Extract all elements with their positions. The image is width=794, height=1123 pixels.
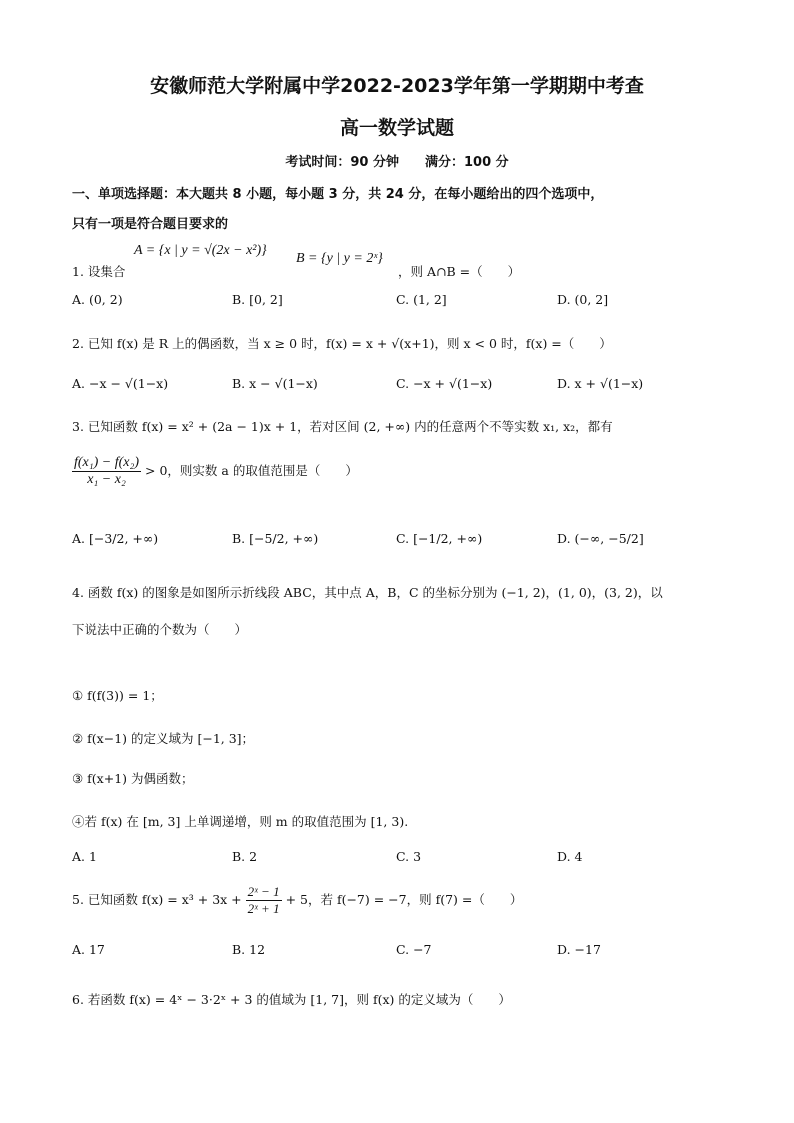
q5-fraction-denominator: 2ˣ + 1 (247, 901, 280, 916)
q3-option-b: B. [−5/2, +∞) (232, 531, 319, 546)
q2-stem: 2. 已知 f(x) 是 R 上的偶函数，当 x ≥ 0 时，f(x) = x + √(x+1)，则 x < 0 时，f(x) =（ ） (72, 336, 612, 351)
q5-option-a: A. 17 (72, 942, 105, 957)
q1-set-b: B = {y | y = 2ˣ} (296, 251, 383, 266)
q2-option-a: A. −x − √(1−x) (72, 376, 169, 391)
exam-info: 考试时间：90 分钟 满分：100 分 (285, 155, 509, 170)
q3-fraction-numerator: f(x₁) − f(x₂) (74, 455, 140, 470)
q2-option-d: D. x + √(1−x) (557, 376, 644, 391)
q5-fraction-numerator: 2ˣ − 1 (247, 884, 280, 899)
q1-prefix: 1. 设集合 (72, 264, 126, 279)
q2-option-b: B. x − √(1−x) (232, 376, 318, 391)
q1-suffix: ，则 A∩B =（ ） (398, 264, 521, 279)
q4-statement-1: ① f(f(3)) = 1； (72, 688, 163, 703)
q1-option-a: A. (0, 2) (72, 292, 123, 307)
q1-option-b: B. [0, 2] (232, 292, 283, 307)
q5-option-c: C. −7 (396, 942, 432, 957)
q3-fraction-denominator: x₁ − x₂ (87, 472, 126, 487)
q4-option-d: D. 4 (557, 849, 583, 864)
q3-option-a: A. [−3/2, +∞) (72, 531, 159, 546)
q3-option-d: D. (−∞, −5/2] (557, 531, 644, 546)
q3-stem-continued: > 0，则实数 a 的取值范围是（ ） (145, 463, 358, 478)
q4-option-b: B. 2 (232, 849, 258, 864)
q5-option-d: D. −17 (557, 942, 601, 957)
q4-stem: 4. 函数 f(x) 的图象是如图所示折线段 ABC，其中点 A，B，C 的坐标分别为 (−1, 2)，(1, 0)，(3, 2)，以 (72, 585, 663, 600)
q1-option-c: C. (1, 2] (396, 292, 447, 307)
q4-option-c: C. 3 (396, 849, 422, 864)
q2-option-c: C. −x + √(1−x) (396, 376, 493, 391)
q3-fraction (72, 455, 141, 488)
q1-option-d: D. (0, 2] (557, 292, 609, 307)
q5-stem-end: + 5，若 f(−7) = −7，则 f(7) =（ ） (285, 892, 523, 907)
q5-stem-start: 5. 已知函数 f(x) = x³ + 3x + (72, 892, 242, 907)
page-subtitle: 高一数学试题 (339, 117, 454, 139)
q3-option-c: C. [−1/2, +∞) (396, 531, 483, 546)
q4-statement-3: ③ f(x+1) 为偶函数； (72, 771, 194, 786)
q4-statement-4: ④若 f(x) 在 [m, 3] 上单调递增，则 m 的取值范围为 [1, 3). (72, 814, 409, 829)
q4-statement-2: ② f(x−1) 的定义域为 [−1, 3]； (72, 731, 255, 746)
q3-fraction-line (72, 455, 358, 488)
q5-fraction (246, 884, 282, 917)
section-heading-line1: 一、单项选择题：本大题共 8 小题，每小题 3 分，共 24 分，在每小题给出的四个选项中， (72, 187, 604, 202)
q1-set-a: A = {x | y = √(2x − x²)} (134, 243, 267, 258)
q4-stem-continued: 下说法中正确的个数为（ ） (72, 622, 248, 637)
q3-stem: 3. 已知函数 f(x) = x² + (2a − 1)x + 1，若对区间 (2, +∞) 内的任意两个不等实数 x₁, x₂，都有 (72, 419, 613, 434)
q4-option-a: A. 1 (72, 849, 97, 864)
q6-stem: 6. 若函数 f(x) = 4ˣ − 3·2ˣ + 3 的值域为 [1, 7]，则 f(x) 的定义域为（ ） (72, 992, 511, 1007)
page-title: 安徽师范大学附属中学2022-2023学年第一学期期中考查 (150, 75, 644, 97)
q5-stem-line (72, 884, 522, 917)
q5-option-b: B. 12 (232, 942, 266, 957)
section-heading-line2: 只有一项是符合题目要求的 (72, 217, 229, 232)
